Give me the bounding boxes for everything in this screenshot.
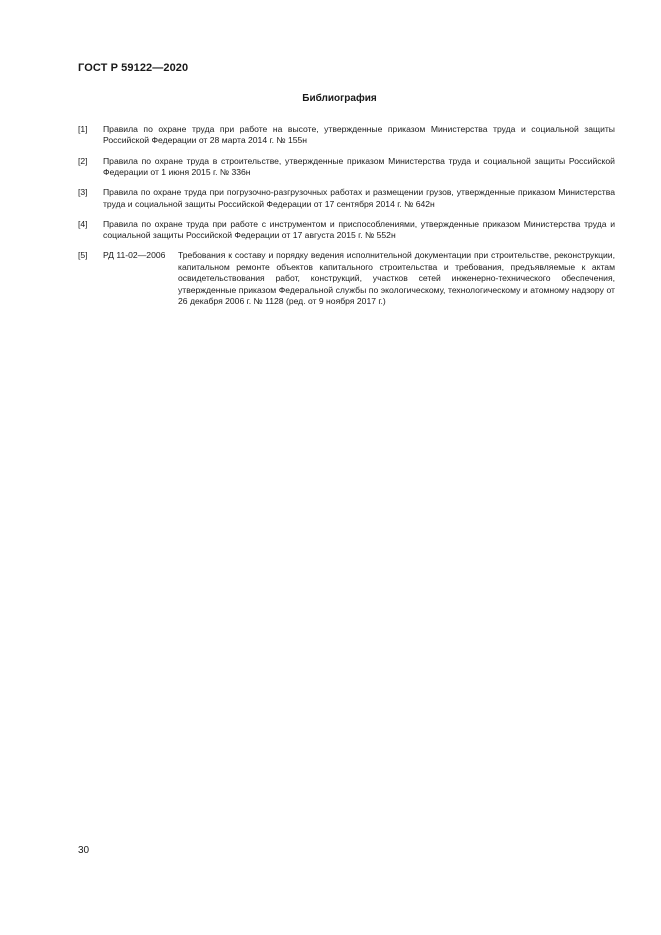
bibliography-title: Библиография	[302, 93, 377, 104]
entry-number: [2]	[78, 155, 88, 166]
bibliography-list	[78, 124, 615, 316]
entry-text: Правила по охране труда при работе на высоте, утвержденные приказом Министерства труда и социальной защиты Российской Федерации от 28 марта 2014 г. № 155н	[103, 124, 615, 146]
standard-code-header: ГОСТ Р 59122—2020	[78, 62, 189, 74]
entry-text: Требования к составу и порядку ведения исполнительной документации при строительстве, реконструкции, капитальном ремонте объектов капитального строительства и требования, предъявляемые к актам освидетельствования работ, конструкций, участков сетей инженерно-технического обеспечения, утвержденные приказом Федеральной службы по экологическому, технологическому и атомному надзору от 26 декабря 2006 г. № 1128 (ред. от 9 ноября 2017 г.)	[178, 250, 615, 307]
entry-number: [3]	[78, 187, 88, 198]
entry-document-code: РД 11-02—2006	[103, 250, 166, 261]
bibliography-entry	[78, 124, 615, 147]
bibliography-entry	[78, 187, 615, 210]
entry-text: Правила по охране труда при погрузочно-разгрузочных работах и размещении грузов, утвержденные приказом Министерства труда и социальной защиты Российской Федерации от 17 сентября 2014 г. № 642н	[103, 187, 615, 209]
page-number: 30	[78, 845, 90, 856]
entry-text: Правила по охране труда при работе с инструментом и приспособлениями, утвержденные приказом Министерства труда и социальной защиты Российской Федерации от 17 августа 2015 г. № 552н	[103, 218, 615, 241]
entry-number: [1]	[78, 124, 88, 134]
entry-text: Правила по охране труда в строительстве, утвержденные приказом Министерства труда и социальной защиты Российской Федерации от 1 июня 2015 г. № 336н	[103, 155, 615, 178]
bibliography-entry	[78, 219, 615, 242]
entry-number: [5]	[78, 250, 88, 261]
entry-number: [4]	[78, 218, 88, 229]
bibliography-entry	[78, 156, 615, 179]
bibliography-entry	[78, 250, 615, 307]
